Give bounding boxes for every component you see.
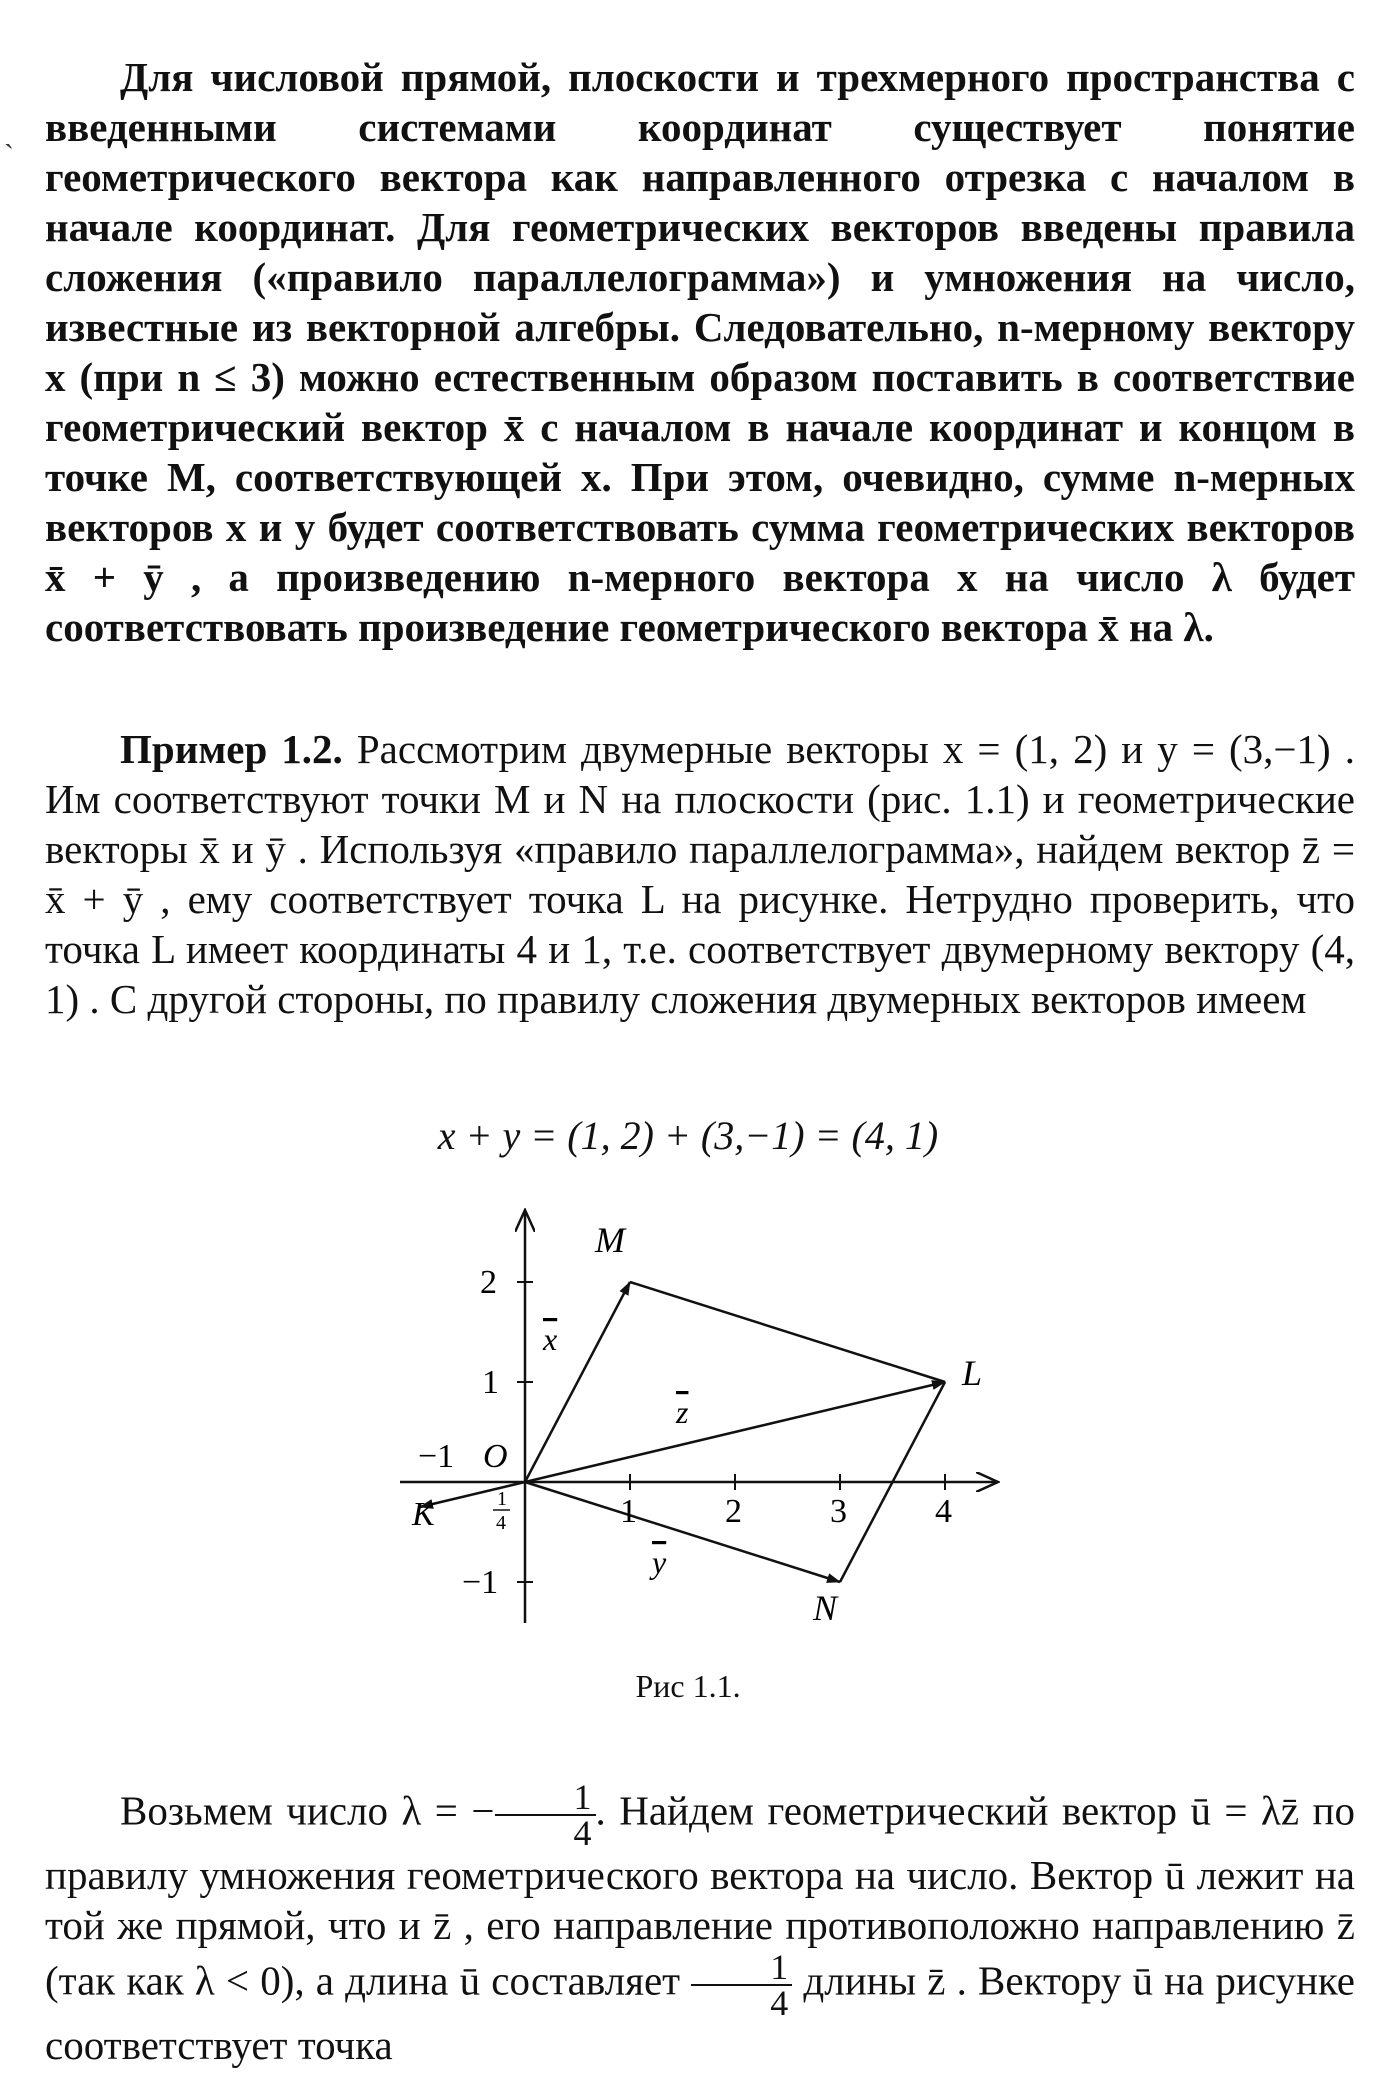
- point-label-K: K: [412, 1496, 435, 1533]
- vector-arrow-3: [420, 1482, 525, 1507]
- figure-caption: Рис 1.1.: [635, 1668, 741, 1704]
- x-tick-label-2: 2: [725, 1493, 742, 1530]
- point-label-L: L: [962, 1353, 983, 1393]
- lambda-den: 4: [573, 1813, 592, 1853]
- parallelogram-side-0: [630, 1282, 945, 1382]
- vector-label-z: z: [676, 1394, 689, 1430]
- length-num: 1: [691, 1950, 792, 1986]
- point-label-N: N: [813, 1588, 838, 1628]
- x-tick-label-3: 3: [830, 1493, 847, 1530]
- lambda-fraction: [495, 1777, 596, 1853]
- x-tick-label-1: 1: [620, 1493, 637, 1530]
- bottom-paragraph: [45, 1777, 1356, 2070]
- vector-label-x: x: [543, 1321, 558, 1357]
- k-fraction-num: 1: [497, 1488, 507, 1510]
- vector-arrow-0: [525, 1282, 630, 1482]
- vector-arrow-1: [525, 1482, 840, 1582]
- margin-mark: ˏ: [4, 116, 14, 149]
- example-text: Рассмотрим двумерные векторы x = (1, 2) и y = (3,−1) . Им соответствуют точки M и N на плоскости (рис. 1.1) и геометрические векторы x̄ и ȳ . Используя «правило параллелограмма», найдем вектор z̄ = x̄ + ȳ , ему соответствует точка L на рисунке. Нетрудно проверить, что точка L имеет координаты 4 и 1, т.е. соответствует двумерному вектору (4, 1) . С другой стороны, по правилу сложения двумерных векторов имеем: [45, 726, 1355, 1022]
- lambda-suffix: . Найдем геометрический вектор ū = λz̄ по правилу умножения геометрического вектора на число. Вектор ū лежит на той же прямой, что и z̄ , его направление противоположно направлению z̄ (так как λ < 0), а длина ū составляет: [45, 1787, 1355, 2004]
- sum-formula: x + y = (1, 2) + (3,−1) = (4, 1): [437, 1113, 939, 1158]
- point-label-O: O: [483, 1438, 508, 1475]
- x-tick-label-4: 4: [935, 1493, 952, 1530]
- intro-paragraph: [45, 52, 1355, 652]
- lambda-num: 1: [495, 1780, 596, 1816]
- y-tick-label-neg1: −1: [462, 1564, 499, 1601]
- y-tick-label-2: 2: [480, 1264, 497, 1301]
- k-fraction-den: 4: [496, 1512, 506, 1534]
- bottom-tail: длины z̄ . Вектору ū на рисунке соответствует точка: [45, 1957, 1356, 2068]
- lambda-prefix: Возьмем число λ = −: [120, 1787, 495, 1834]
- vector-label-y: y: [652, 1544, 667, 1580]
- vector-arrow-2: [525, 1382, 945, 1482]
- length-den: 4: [770, 1983, 789, 2023]
- example-paragraph: [45, 724, 1355, 1024]
- point-label-M: M: [595, 1220, 625, 1260]
- vector-figure: [400, 1205, 1020, 1655]
- x-tick-label-neg1: −1: [418, 1438, 455, 1475]
- length-fraction: [691, 1947, 792, 2023]
- example-title: Пример 1.2.: [120, 726, 343, 772]
- y-tick-label-1: 1: [482, 1364, 499, 1401]
- intro-text: Для числовой прямой, плоскости и трехмерного пространства с введенными системами координат существует понятие геометрического вектора как направленного отрезка с началом в начале координат. Для геометрических векторов введены правила сложения («правило параллелограмма») и умножения на число, известные из векторной алгебры. Следовательно, n-мерному вектору x (при n ≤ 3) можно естественным образом поставить в соответствие геометрический вектор x̄ с началом в начале координат и концом в точке M, соответствующей x. При этом, очевидно, сумме n-мерных векторов x и y будет соответствовать сумма геометрических векторов x̄ + ȳ , а произведению n-мерного вектора x на число λ будет соответствовать произведение геометрического вектора x̄ на λ.: [45, 54, 1355, 650]
